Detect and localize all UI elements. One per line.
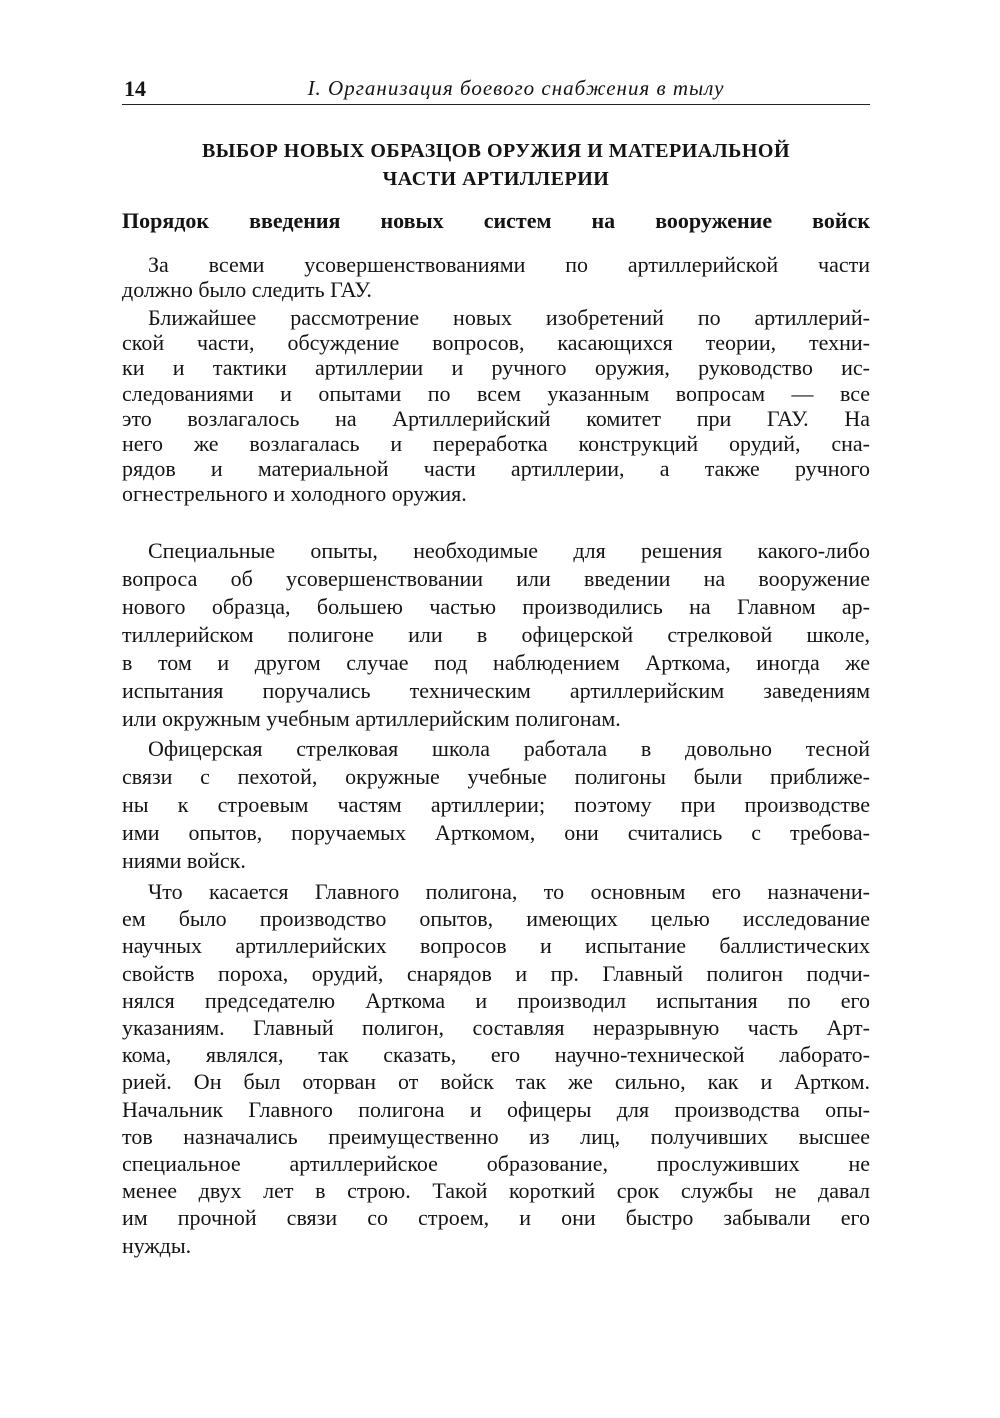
paragraph (122, 735, 870, 875)
section-title-line-1: ВЫБОР НОВЫХ ОБРАЗЦОВ ОРУЖИЯ И МАТЕРИАЛЬНОЙ (201, 140, 791, 162)
text-line: Что касается Главного полигона, то основным его назначени- (148, 879, 870, 904)
text-line: должно было следить ГАУ. (122, 277, 372, 303)
text-line: огнестрельного и холодного оружия. (122, 481, 467, 507)
text-line: им прочной связи со строем, и они быстро забывали его (122, 1205, 870, 1231)
text-line: ки и тактики артиллерии и ручного оружия, руководство ис- (122, 355, 870, 381)
text-line: специальное артиллерийское образование, прослуживших не (122, 1151, 870, 1177)
running-title: I. Организация боевого снабжения в тылу (307, 76, 725, 100)
text-line: связи с пехотой, окружные учебные полигоны были приближе- (122, 764, 870, 789)
text-line: нового образца, большею частью производились на Главном ар- (122, 594, 870, 619)
text-line: За всеми усовершенствованиями по артиллерийской части (148, 252, 870, 277)
section-title-line-2: ЧАСТИ АРТИЛЛЕРИИ (382, 168, 610, 190)
text-line: кома, являлся, так сказать, его научно-технической лаборато- (122, 1042, 870, 1068)
text-line: Специальные опыты, необходимые для решения какого-либо (148, 538, 870, 563)
text-line: Офицерская стрелковая школа работала в довольно тесной (148, 736, 870, 761)
section-subtitle: Порядок введения новых систем на вооружение войск (122, 208, 870, 233)
text-line: рядов и материальной части артиллерии, а также ручного (122, 456, 870, 482)
text-line: вопроса об усовершенствовании или введении на вооружение (122, 566, 870, 591)
paragraph (122, 305, 870, 507)
text-line: это возлагалось на Артиллерийский комитет при ГАУ. На (122, 405, 870, 431)
text-line: ны к строевым частям артиллерии; поэтому при производстве (122, 792, 870, 817)
text-line: указаниям. Главный полигон, составляя неразрывную часть Арт- (122, 1015, 870, 1041)
paragraph (122, 878, 870, 1259)
text-line: ниями войск. (122, 848, 246, 873)
text-line: научных артиллерийских вопросов и испытание баллистических (122, 933, 870, 959)
page-number: 14 (124, 76, 146, 101)
text-line: него же возлагалась и переработка конструкций орудий, сна- (122, 431, 870, 457)
text-line: следованиями и опытами по всем указанным вопросам — все (122, 380, 870, 406)
text-line: тов назначались преимущественно из лиц, получивших высшее (122, 1123, 870, 1149)
text-line: Начальник Главного полигона и офицеры для производства опы- (122, 1096, 870, 1122)
paragraph (122, 537, 870, 733)
text-line: менее двух лет в строю. Такой короткий срок службы не давал (122, 1178, 870, 1204)
text-line: свойств пороха, орудий, снарядов и пр. Главный полигон подчи- (122, 960, 870, 986)
running-header (122, 74, 870, 105)
text-line: Ближайшее рассмотрение новых изобретений по артиллерий- (148, 305, 870, 330)
text-line: в том и другом случае под наблюдением Арткома, иногда же (122, 650, 870, 675)
text-line: ими опытов, поручаемых Арткомом, они считались с требова- (122, 820, 870, 845)
paragraph (122, 252, 870, 303)
text-line: тиллерийском полигоне или в офицерской стрелковой школе, (122, 622, 870, 647)
text-line: нужды. (122, 1232, 192, 1258)
text-line: ем было производство опытов, имеющих целью исследование (122, 906, 870, 932)
text-line: ской части, обсуждение вопросов, касающихся теории, техни- (122, 330, 870, 356)
text-line: испытания поручались техническим артиллерийским заведениям (122, 678, 870, 703)
text-line: или окружным учебным артиллерийским полигонам. (122, 706, 621, 731)
text-line: рией. Он был оторван от войск так же сильно, как и Артком. (122, 1069, 870, 1095)
text-line: нялся председателю Арткома и производил испытания по его (122, 987, 870, 1013)
